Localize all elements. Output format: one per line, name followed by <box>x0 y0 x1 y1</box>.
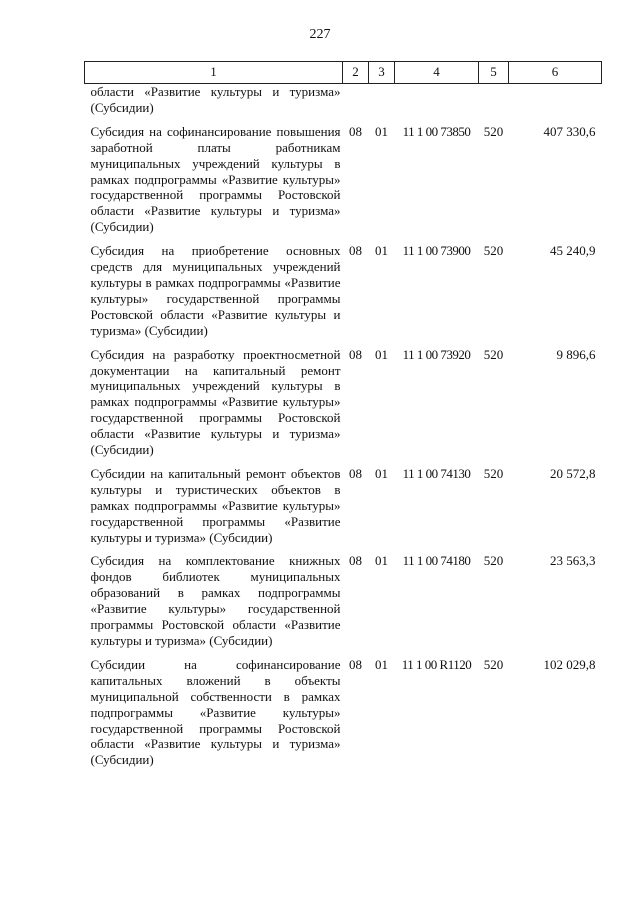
header-col-6: 6 <box>509 62 602 84</box>
row-subsection-code: 01 <box>375 243 388 259</box>
row-expense-type: 520 <box>483 656 504 672</box>
row-target-code: 11 1 00 73900 <box>402 243 471 259</box>
row-description: Субсидия на комплектование книжных фондов библиотек муниципальных образований в рамках подпрограммы «Развитие культуры» государственной программы Ростовской области «Развитие культуры и туризма» (Субсидии) <box>90 553 341 648</box>
table-row <box>85 466 602 554</box>
row-expense-type: 520 <box>483 243 504 259</box>
row-section-code: 08 <box>349 465 362 481</box>
row-target-code: 11 1 00 73850 <box>402 123 471 139</box>
row-expense-type: 520 <box>483 123 504 139</box>
row-subsection-code: 01 <box>375 656 388 672</box>
table-row <box>85 124 602 243</box>
row-target-code: 11 1 00 73920 <box>402 346 471 362</box>
row-section-code: 08 <box>349 346 362 362</box>
continuation-row <box>85 84 602 124</box>
row-expense-type: 520 <box>483 553 504 569</box>
row-target-code: 11 1 00 R1120 <box>401 656 472 672</box>
row-subsection-code: 01 <box>375 465 388 481</box>
row-section-code: 08 <box>349 243 362 259</box>
row-target-code: 11 1 00 74180 <box>402 553 471 569</box>
header-col-3: 3 <box>369 62 395 84</box>
row-amount: 20 572,8 <box>550 465 596 481</box>
header-col-4: 4 <box>395 62 479 84</box>
row-section-code: 08 <box>349 123 362 139</box>
row-description: Субсидии на капитальный ремонт объектов культуры и туристических объектов в рамках подпрограммы «Развитие культуры» государственной программы «Развитие культуры и туризма» (Субсидии) <box>90 465 341 545</box>
table-row <box>85 657 602 768</box>
header-col-2: 2 <box>343 62 369 84</box>
row-subsection-code: 01 <box>375 553 388 569</box>
row-amount: 23 563,3 <box>550 553 596 569</box>
row-description: Субсидия на разработку проектносметной документации на капитальный ремонт муниципальных учреждений культуры в рамках подпрограммы «Развитие культуры» государственной программы Ростовской области «Развитие культуры и туризма» (Субсидии) <box>90 346 341 458</box>
row-amount: 9 896,6 <box>556 346 596 362</box>
row-description: Субсидии на софинансирование капитальных вложений в объекты муниципальной собственности в рамках подпрограммы «Развитие культуры» государственной программы Ростовской области «Развитие культуры и туризма» (Субсидии) <box>90 656 341 768</box>
table-header <box>85 62 602 84</box>
table-row <box>85 553 602 656</box>
header-row <box>85 62 602 84</box>
row-amount: 407 330,6 <box>543 123 596 139</box>
row-section-code: 08 <box>349 553 362 569</box>
row-expense-type: 520 <box>483 465 504 481</box>
row-target-code: 11 1 00 74130 <box>402 465 471 481</box>
row-expense-type: 520 <box>483 346 504 362</box>
row-subsection-code: 01 <box>375 346 388 362</box>
row-amount: 45 240,9 <box>550 243 596 259</box>
row-description: Субсидия на приобретение основных средств для муниципальных учреждений культуры в рамках подпрограммы «Развитие культуры» государственной программы Ростовской области «Развитие культуры и туризма» (Субсидии) <box>90 243 341 338</box>
table-row <box>85 347 602 466</box>
table-body <box>85 84 602 769</box>
row-subsection-code: 01 <box>375 123 388 139</box>
header-col-1: 1 <box>85 62 343 84</box>
budget-table <box>84 61 602 768</box>
continuation-text: области «Развитие культуры и туризма» (Субсидии) <box>90 84 341 115</box>
header-col-5: 5 <box>479 62 509 84</box>
row-description: Субсидия на софинансирование повышения заработной платы работникам муниципальных учреждений культуры в рамках подпрограммы «Развитие культуры» государственной программы Ростовской области «Развитие культуры и туризма» (Субсидии) <box>90 123 341 235</box>
row-section-code: 08 <box>349 656 362 672</box>
row-amount: 102 029,8 <box>543 656 596 672</box>
page-number: 227 <box>309 27 331 42</box>
table-row <box>85 243 602 346</box>
